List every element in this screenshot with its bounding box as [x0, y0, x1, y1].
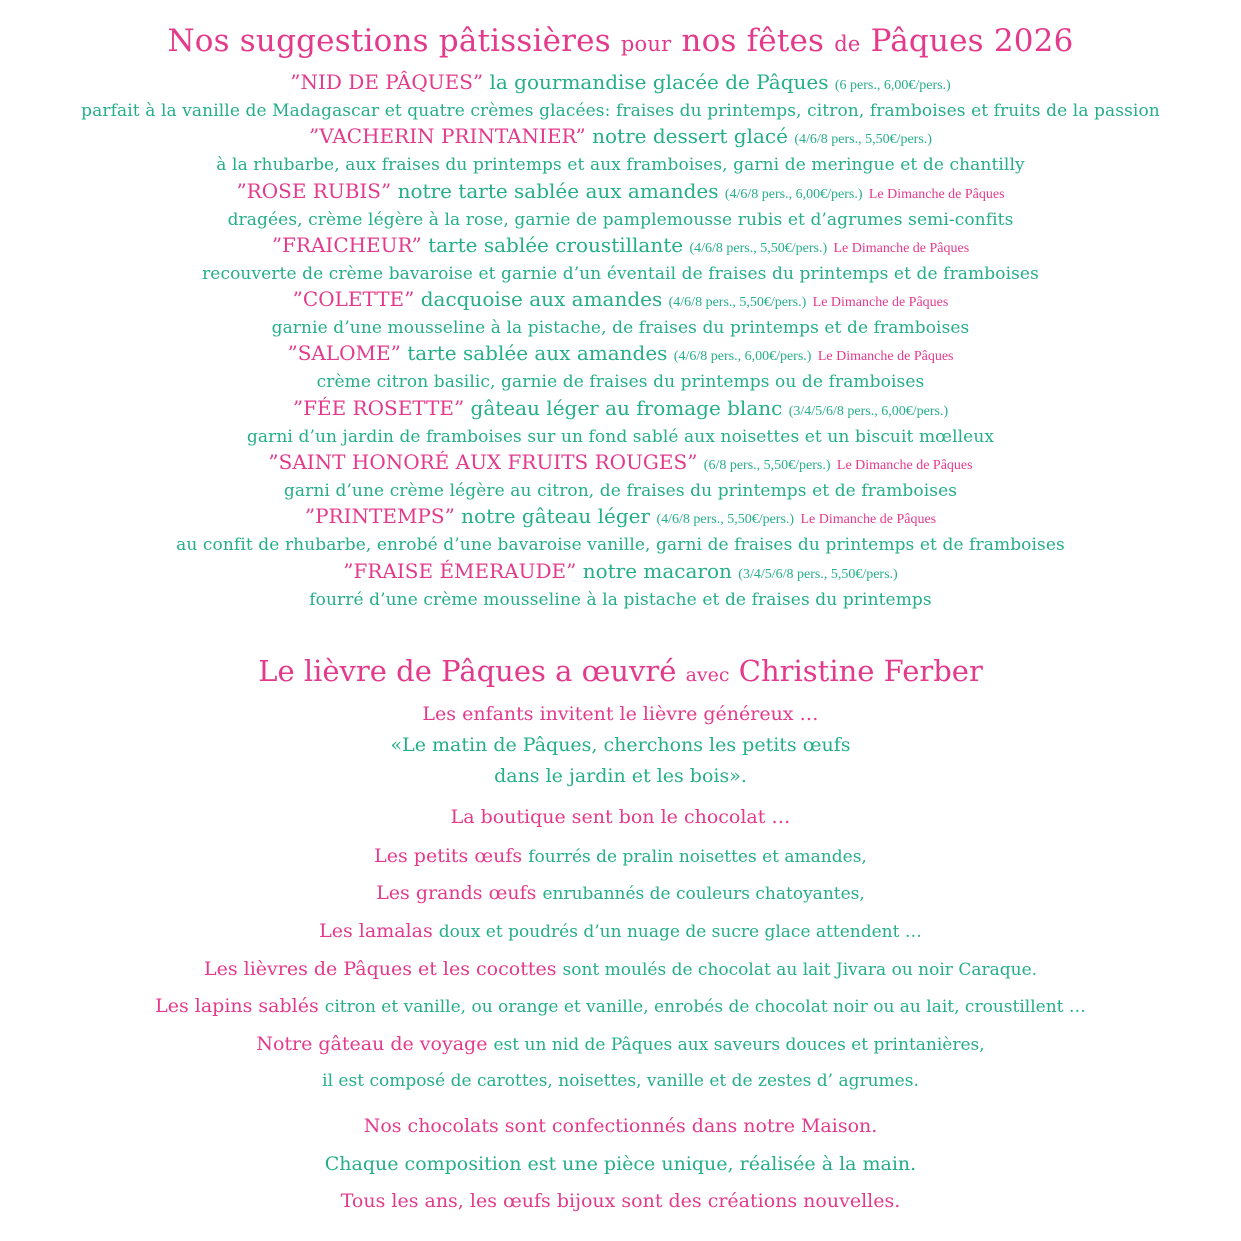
- pastry-portions-price: (4/6/8 pers., 5,50€/pers.): [689, 240, 828, 256]
- pastry-description: notre macaron: [582, 558, 732, 583]
- easter-title-part-2: avec: [685, 664, 730, 686]
- pastry-item: [0, 178, 1241, 232]
- pastry-portions-price: (3/4/5/6/8 pers., 6,00€/pers.): [788, 403, 949, 419]
- pastry-description: la gourmandise glacée de Pâques: [489, 70, 829, 94]
- easter-line: Chaque composition est une pièce unique, réalisée à la main.: [324, 1153, 917, 1175]
- pastry-item: [0, 558, 1241, 612]
- easter-line: «Le matin de Pâques, cherchons les petits œufs: [390, 734, 851, 756]
- easter-line: dans le jardin et les bois».: [494, 765, 747, 787]
- easter-line-highlight: Les lièvres de Pâques et les cocottes: [203, 958, 557, 980]
- pastry-heading: [0, 232, 1241, 262]
- easter-line: il est composé de carottes, noisettes, vanille et de zestes d’ agrumes.: [322, 1071, 919, 1091]
- pastry-item: [0, 286, 1241, 340]
- pastry-detail: recouverte de crème bavaroise et garnie d’un éventail de fraises du printemps et de framboises: [202, 263, 1039, 284]
- easter-line-highlight: Notre gâteau de voyage: [256, 1033, 488, 1055]
- pastry-portions-price: (4/6/8 pers., 6,00€/pers.): [673, 349, 812, 365]
- page-title: [0, 20, 1241, 65]
- pastry-portions-price: (4/6/8 pers., 5,50€/pers.): [794, 132, 932, 148]
- easter-line-highlight: Les lamalas: [319, 920, 433, 942]
- pastry-description: tarte sablée aux amandes: [407, 341, 668, 366]
- pastry-detail: garni d’une crème légère au citron, de fraises du printemps et de framboises: [283, 481, 958, 502]
- pastry-portions-price: (3/4/5/6/8 pers., 5,50€/pers.): [738, 566, 898, 582]
- pastry-name: ”COLETTE”: [292, 287, 415, 312]
- pastry-description: notre dessert glacé: [592, 124, 788, 149]
- pastry-detail: parfait à la vanille de Madagascar et quatre crèmes glacées: fraises du printemps, citron, framboises et fruits de la passion: [81, 101, 1160, 121]
- pastry-portions-price: (4/6/8 pers., 6,00€/pers.): [724, 186, 863, 202]
- pastry-item: [0, 503, 1241, 557]
- pastry-name: ”FÉE ROSETTE”: [292, 395, 465, 420]
- pastry-detail: fourré d’une crème mousseline à la pistache et de fraises du printemps: [309, 589, 932, 610]
- pastry-name: ”FRAICHEUR”: [271, 232, 422, 257]
- pastry-item: [0, 449, 1241, 503]
- pastry-name: ”ROSE RUBIS”: [236, 178, 392, 203]
- pastry-heading: [0, 558, 1241, 588]
- pastry-availability-note: Le Dimanche de Pâques: [800, 512, 937, 528]
- easter-line-highlight: Les grands œufs: [376, 882, 537, 904]
- pastry-description: dacquoise aux amandes: [420, 287, 663, 312]
- pastry-name: ”SAINT HONORÉ AUX FRUITS ROUGES”: [268, 450, 698, 475]
- pastry-heading: [0, 503, 1241, 533]
- easter-line-text: est un nid de Pâques aux saveurs douces et printanières,: [493, 1035, 985, 1055]
- easter-line: [0, 918, 1241, 945]
- pastry-detail: garni d’un jardin de framboises sur un fond sablé aux noisettes et un biscuit mœlleux: [246, 426, 995, 447]
- pastry-description: gâteau léger au fromage blanc: [470, 395, 783, 420]
- pastry-item: [0, 340, 1241, 394]
- easter-line: [0, 1031, 1241, 1058]
- pastry-item: [0, 69, 1241, 123]
- pastry-heading: [0, 395, 1241, 425]
- pastry-heading: [0, 340, 1241, 370]
- title-part-5: Pâques 2026: [870, 23, 1074, 59]
- easter-line-text: sont moulés de chocolat au lait Jivara ou noir Caraque.: [562, 960, 1038, 980]
- pastry-name: ”PRINTEMPS”: [304, 504, 455, 529]
- easter-line: Les enfants invitent le lièvre généreux …: [422, 703, 819, 725]
- pastry-item: [0, 232, 1241, 286]
- easter-line-text: doux et poudrés d’un nuage de sucre glace attendent …: [438, 922, 922, 942]
- pastry-heading: [0, 286, 1241, 316]
- pastry-item: [0, 395, 1241, 449]
- pastry-description: notre gâteau léger: [461, 504, 651, 529]
- easter-line: [0, 956, 1241, 983]
- title-part-4: de: [834, 32, 861, 56]
- pastry-detail: à la rhubarbe, aux fraises du printemps et aux framboises, garni de meringue et de chantilly: [216, 155, 1025, 176]
- pastry-detail: garnie d’une mousseline à la pistache, de fraises du printemps et de framboises: [271, 318, 970, 339]
- pastry-description: notre tarte sablée aux amandes: [397, 178, 719, 203]
- easter-line: Nos chocolats sont confectionnés dans notre Maison.: [363, 1115, 878, 1137]
- easter-line: Tous les ans, les œufs bijoux sont des créations nouvelles.: [340, 1190, 901, 1212]
- pastry-item: [0, 123, 1241, 177]
- pastry-availability-note: Le Dimanche de Pâques: [868, 186, 1005, 202]
- pastry-heading: [0, 69, 1241, 99]
- pastry-availability-note: Le Dimanche de Pâques: [836, 458, 973, 474]
- easter-section-title: [0, 651, 1241, 695]
- pastry-description: tarte sablée croustillante: [428, 232, 684, 257]
- easter-line-text: citron et vanille, ou orange et vanille, enrobés de chocolat noir ou au lait, croustillent …: [324, 997, 1086, 1017]
- pastry-portions-price: (6 pers., 6,00€/pers.): [834, 78, 951, 93]
- pastry-portions-price: (4/6/8 pers., 5,50€/pers.): [668, 295, 807, 311]
- title-part-2: pour: [620, 32, 672, 56]
- pastry-portions-price: (4/6/8 pers., 5,50€/pers.): [656, 512, 795, 528]
- pastry-name: ”VACHERIN PRINTANIER”: [309, 124, 586, 149]
- pastry-availability-note: Le Dimanche de Pâques: [812, 295, 949, 311]
- easter-line-highlight: Les petits œufs: [374, 845, 523, 867]
- pastry-detail: dragées, crème légère à la rose, garnie de pamplemousse rubis et d’agrumes semi-confits: [227, 209, 1014, 230]
- easter-line-highlight: Les lapins sablés: [155, 995, 319, 1017]
- easter-title-part-3: Christine Ferber: [738, 654, 983, 688]
- easter-title-part-1: Le lièvre de Pâques a œuvré: [258, 654, 677, 688]
- pastry-list: [0, 69, 1241, 612]
- pastry-heading: [0, 178, 1241, 208]
- easter-line: [0, 880, 1241, 907]
- easter-line: La boutique sent bon le chocolat …: [450, 806, 791, 828]
- title-part-3: nos fêtes: [681, 23, 825, 59]
- pastry-heading: [0, 449, 1241, 479]
- pastry-detail: crème citron basilic, garnie de fraises du printemps ou de framboises: [316, 372, 925, 393]
- easter-line-text: fourrés de pralin noisettes et amandes,: [528, 847, 867, 867]
- easter-line-text: enrubannés de couleurs chatoyantes,: [542, 884, 865, 904]
- pastry-portions-price: (6/8 pers., 5,50€/pers.): [703, 458, 831, 474]
- easter-line: [0, 993, 1241, 1020]
- title-part-1: Nos suggestions pâtissières: [167, 23, 611, 59]
- pastry-availability-note: Le Dimanche de Pâques: [817, 349, 954, 365]
- easter-line: [0, 843, 1241, 870]
- pastry-detail: au confit de rhubarbe, enrobé d’une bavaroise vanille, garni de fraises du printemps et de framboises: [176, 535, 1065, 556]
- pastry-heading: [0, 123, 1241, 153]
- pastry-name: ”SALOME”: [287, 341, 401, 366]
- pastry-name: ”NID DE PÂQUES”: [290, 70, 484, 94]
- pastry-availability-note: Le Dimanche de Pâques: [833, 240, 970, 256]
- pastry-name: ”FRAISE ÉMERAUDE”: [343, 558, 577, 583]
